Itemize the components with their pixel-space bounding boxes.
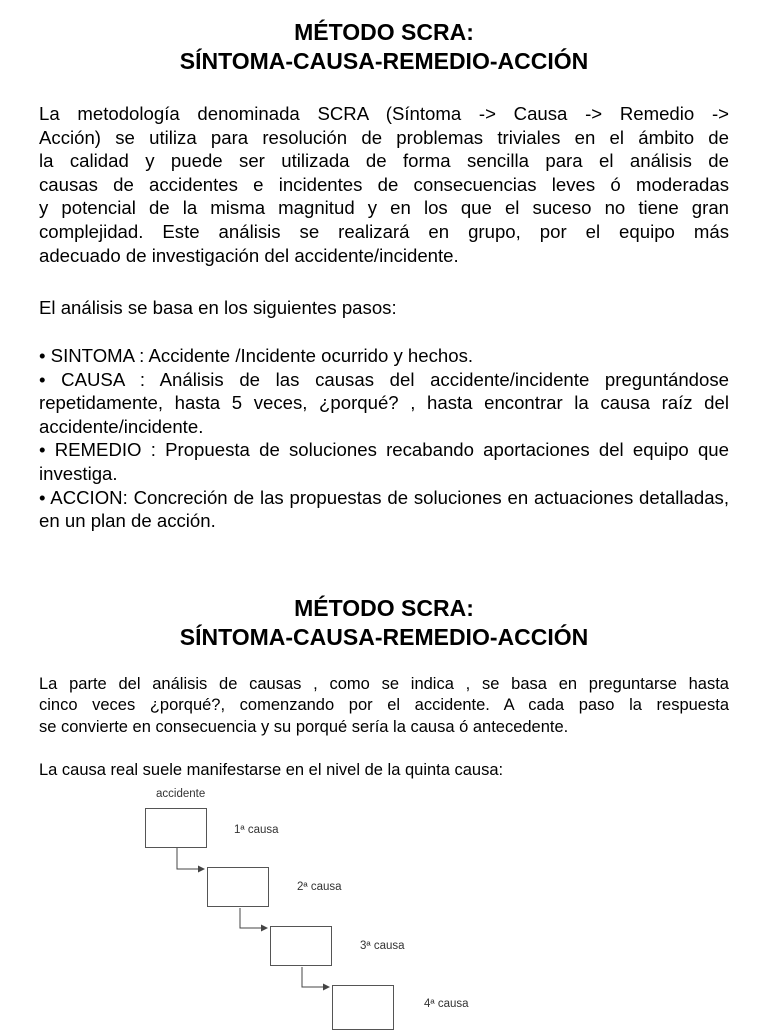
section2-title-line2: SÍNTOMA-CAUSA-REMEDIO-ACCIÓN <box>179 624 589 650</box>
cause-label-3: 3ª causa <box>360 940 405 952</box>
intro-line: complejidad. Este análisis se realizará en grupo, por el equipo más <box>39 220 729 242</box>
section2-line: La parte del análisis de causas , como se indica , se basa en preguntarse hasta <box>39 675 729 693</box>
section2-paragraph <box>39 674 729 738</box>
section1-title <box>0 18 768 76</box>
five-whys-diagram <box>0 780 768 1024</box>
step-accion: • ACCION: Concreción de las propuestas de soluciones en actuaciones detalladas, en un plan de acción. <box>39 486 729 532</box>
step-causa: • CAUSA : Análisis de las causas del accidente/incidente preguntándose repetidamente, hasta 5 veces, ¿porqué? , hasta encontrar la causa raíz del accidente/incidente. <box>39 368 729 437</box>
arrow-3-to-4 <box>302 967 329 987</box>
cause-box-4 <box>332 985 394 1030</box>
section2-line: cinco veces ¿porqué?, comenzando por el accidente. A cada paso la respuesta <box>39 696 729 715</box>
cause-box-2 <box>207 867 269 907</box>
cause-label-1: 1ª causa <box>234 824 279 836</box>
cause-box-3 <box>270 926 332 966</box>
cause-label-2: 2ª causa <box>297 881 342 893</box>
fifth-cause-note: La causa real suele manifestarse en el nivel de la quinta causa: <box>39 761 504 779</box>
section2-title <box>0 594 768 652</box>
section2-line: se convierte en consecuencia y su porqué sería la causa ó antecedente. <box>39 717 569 736</box>
cause-box-1 <box>145 808 207 848</box>
intro-line: la calidad y puede ser utilizada de forma sencilla para el análisis de <box>39 150 729 172</box>
intro-line: Acción) se utiliza para resolución de problemas triviales en el ámbito de <box>39 126 729 148</box>
section1-title-line1: MÉTODO SCRA: <box>294 19 474 45</box>
accidente-label: accidente <box>156 788 206 800</box>
intro-line: La metodología denominada SCRA (Síntoma -> Causa -> Remedio -> <box>39 103 729 124</box>
section2-title-line1: MÉTODO SCRA: <box>294 595 474 621</box>
step-sintoma: • SINTOMA : Accidente /Incidente ocurrido y hechos. <box>39 345 474 366</box>
section1-intro-paragraph <box>39 102 729 267</box>
cause-label-4: 4ª causa <box>424 998 469 1010</box>
arrow-1-to-2 <box>177 848 204 869</box>
steps-intro: El análisis se basa en los siguientes pasos: <box>39 297 397 318</box>
section1-title-line2: SÍNTOMA-CAUSA-REMEDIO-ACCIÓN <box>179 48 589 74</box>
arrow-2-to-3 <box>240 908 267 928</box>
intro-line: causas de accidentes e incidentes de consecuencias leves ó moderadas <box>39 173 729 195</box>
step-remedio: • REMEDIO : Propuesta de soluciones recabando aportaciones del equipo que investiga. <box>39 439 729 484</box>
steps-list <box>39 344 729 533</box>
intro-line: y potencial de la misma magnitud y en los que el suceso no tiene gran <box>39 197 729 219</box>
intro-line: adecuado de investigación del accidente/incidente. <box>39 244 459 266</box>
